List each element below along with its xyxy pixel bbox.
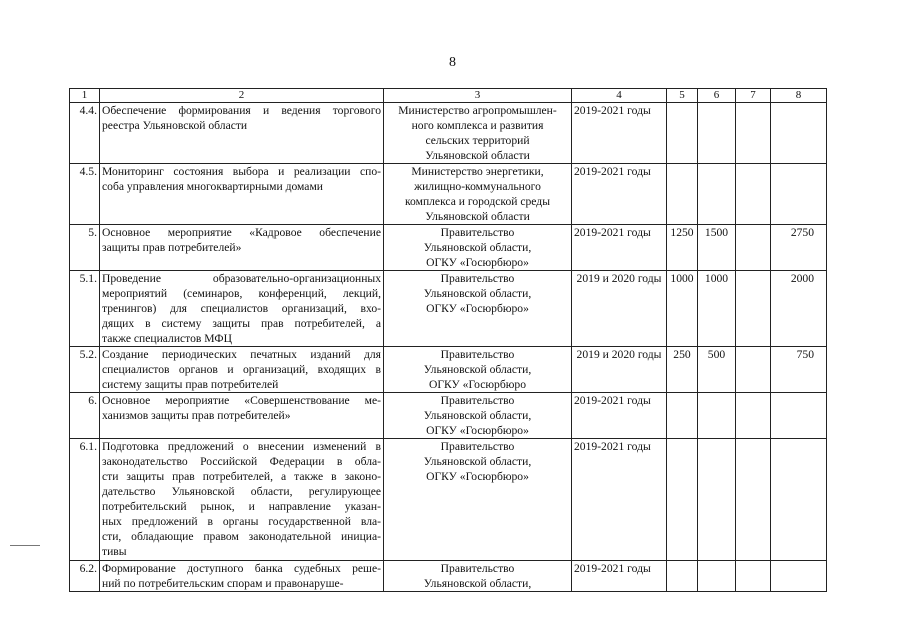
- activity-name: [100, 393, 384, 439]
- activity-name: [100, 164, 384, 225]
- activity-name-line: Мониторинг состояния выбора и реализации спо-: [102, 165, 381, 178]
- column-header-6: 6: [698, 89, 736, 103]
- term: 2019-2021 годы: [572, 439, 667, 561]
- value-c6: 1000: [698, 271, 736, 347]
- value-c6: [698, 103, 736, 164]
- executor-line: Правительство: [440, 348, 515, 361]
- executor-line: Ульяновской области: [425, 210, 530, 223]
- table-body: [70, 103, 827, 592]
- executor-line: комплекса и городской среды: [404, 195, 550, 208]
- activity-name-line: Формирование доступного банка судебных реше-: [102, 562, 381, 575]
- value-c8: [771, 103, 827, 164]
- value-c7: [736, 393, 771, 439]
- executor-line: Правительство: [440, 440, 515, 453]
- activity-name-line: систему защиты прав потребителей: [102, 378, 279, 391]
- activity-name-line: сти, обладающие правом законодательной инициа-: [102, 530, 381, 543]
- activity-name-line: тренингов) для специалистов организаций, вхо-: [102, 302, 381, 315]
- executor-line: ного комплекса и развития: [411, 119, 544, 132]
- value-c7: [736, 164, 771, 225]
- value-c8: [771, 561, 827, 592]
- activity-name-line: защиты прав потребителей»: [102, 241, 242, 254]
- activity-name-line: законодательство Российской Федерации в обла-: [102, 455, 381, 468]
- value-c6: 500: [698, 347, 736, 393]
- row-number: 5.: [70, 225, 100, 271]
- executor-line: Ульяновской области,: [423, 287, 532, 300]
- executor-line: Ульяновской области,: [423, 455, 532, 468]
- executor-line: Ульяновской области,: [423, 363, 532, 376]
- executor-line: Министерство агропромышлен-: [398, 104, 557, 117]
- activity-name: [100, 271, 384, 347]
- executor-line: Ульяновской области,: [423, 577, 532, 590]
- executor-line: Правительство: [440, 394, 515, 407]
- activity-name: [100, 561, 384, 592]
- value-c5: [667, 439, 698, 561]
- activity-name-line: соба управления многоквартирными домами: [102, 180, 323, 193]
- table-row: [70, 439, 827, 561]
- executor: [384, 393, 572, 439]
- activity-name-line: мероприятий (семинаров, конференций, лекций,: [102, 287, 381, 300]
- value-c6: [698, 164, 736, 225]
- value-c7: [736, 347, 771, 393]
- value-c5: 1250: [667, 225, 698, 271]
- column-header-8: 8: [771, 89, 827, 103]
- activity-name: [100, 439, 384, 561]
- activity-name-line: потребительский рынок, и направление указан-: [102, 500, 381, 513]
- value-c6: [698, 561, 736, 592]
- value-c5: [667, 561, 698, 592]
- value-c5: 250: [667, 347, 698, 393]
- term: 2019-2021 годы: [572, 393, 667, 439]
- table-row: [70, 164, 827, 225]
- value-c6: [698, 439, 736, 561]
- term: 2019-2021 годы: [572, 103, 667, 164]
- executor: [384, 225, 572, 271]
- executor-line: ОГКУ «Госюрбюро»: [426, 256, 529, 269]
- activity-name-line: тивы: [102, 545, 127, 558]
- activity-name-line: Обеспечение формирования и ведения торгового: [102, 104, 381, 117]
- term: 2019-2021 годы: [572, 164, 667, 225]
- column-header-1: 1: [70, 89, 100, 103]
- value-c8: 750: [771, 347, 827, 393]
- value-c7: [736, 271, 771, 347]
- executor-line: Ульяновской области: [425, 149, 530, 162]
- value-c8: [771, 393, 827, 439]
- column-header-7: 7: [736, 89, 771, 103]
- value-c5: [667, 164, 698, 225]
- value-c8: 2000: [771, 271, 827, 347]
- margin-mark: [10, 545, 40, 546]
- executor-line: Министерство энергетики,: [411, 165, 544, 178]
- row-number: 6.: [70, 393, 100, 439]
- executor-line: Правительство: [440, 226, 515, 239]
- value-c6: 1500: [698, 225, 736, 271]
- value-c8: [771, 439, 827, 561]
- activity-name-line: специалистов органов и организаций, входящих в: [102, 363, 381, 376]
- row-number: 4.5.: [70, 164, 100, 225]
- executor-line: Ульяновской области,: [423, 241, 532, 254]
- value-c8: [771, 164, 827, 225]
- executor-line: ОГКУ «Госюрбюро: [428, 378, 526, 391]
- column-header-2: 2: [100, 89, 384, 103]
- value-c5: [667, 103, 698, 164]
- value-c7: [736, 561, 771, 592]
- row-number: 4.4.: [70, 103, 100, 164]
- activity-name-line: ний по потребительским спорам и правонаруше-: [102, 577, 344, 590]
- executor: [384, 164, 572, 225]
- value-c6: [698, 393, 736, 439]
- column-header-3: 3: [384, 89, 572, 103]
- value-c5: 1000: [667, 271, 698, 347]
- activity-name-line: дательство Ульяновской области, регулирующее: [102, 485, 381, 498]
- table-row: [70, 393, 827, 439]
- row-number: 5.2.: [70, 347, 100, 393]
- activity-name-line: Подготовка предложений о внесении изменений в: [102, 440, 381, 453]
- activity-name-line: Основное мероприятие «Кадровое обеспечение: [102, 226, 381, 239]
- value-c5: [667, 393, 698, 439]
- term: 2019 и 2020 годы: [572, 271, 667, 347]
- executor: [384, 271, 572, 347]
- column-header-5: 5: [667, 89, 698, 103]
- value-c8: 2750: [771, 225, 827, 271]
- executor-line: сельских территорий: [425, 134, 530, 147]
- executor-line: Ульяновской области,: [423, 409, 532, 422]
- term: 2019 и 2020 годы: [572, 347, 667, 393]
- term: 2019-2021 годы: [572, 561, 667, 592]
- executor-line: жилищно-коммунального: [414, 180, 541, 193]
- executor: [384, 561, 572, 592]
- activity-name: [100, 103, 384, 164]
- activity-name-line: реестра Ульяновской области: [102, 119, 248, 132]
- value-c7: [736, 225, 771, 271]
- executor-line: ОГКУ «Госюрбюро»: [426, 424, 529, 437]
- row-number: 5.1.: [70, 271, 100, 347]
- activity-name: [100, 347, 384, 393]
- executor: [384, 439, 572, 561]
- row-number: 6.2.: [70, 561, 100, 592]
- table-row: [70, 561, 827, 592]
- activity-name: [100, 225, 384, 271]
- row-number: 6.1.: [70, 439, 100, 561]
- term: 2019-2021 годы: [572, 225, 667, 271]
- column-header-4: 4: [572, 89, 667, 103]
- activity-name-line: Основное мероприятие «Совершенствование ме-: [102, 394, 381, 407]
- activity-name-line: также специалистов МФЦ: [102, 332, 232, 345]
- executor: [384, 103, 572, 164]
- activity-name-line: дящих в систему защиты прав потребителей, а: [102, 317, 381, 330]
- activity-name-line: ханизмов защиты прав потребителей»: [102, 409, 291, 422]
- table-row: [70, 225, 827, 271]
- table-row: [70, 271, 827, 347]
- executor-line: ОГКУ «Госюрбюро»: [426, 302, 529, 315]
- executor: [384, 347, 572, 393]
- value-c7: [736, 439, 771, 561]
- executor-line: Правительство: [440, 272, 515, 285]
- activities-table: [69, 88, 827, 592]
- activity-name-line: ных предложений в органы государственной вла-: [102, 515, 381, 528]
- table-row: [70, 103, 827, 164]
- activity-name-line: Создание периодических печатных изданий для: [102, 348, 381, 361]
- executor-line: ОГКУ «Госюрбюро»: [426, 470, 529, 483]
- executor-line: Правительство: [440, 562, 515, 575]
- activity-name-line: Проведение образовательно-организационных: [102, 272, 381, 285]
- activity-name-line: сти защиты прав потребителей, а также в законо-: [102, 470, 381, 483]
- table-row: [70, 347, 827, 393]
- page-number: 8: [449, 55, 456, 70]
- value-c7: [736, 103, 771, 164]
- header-row: [70, 89, 827, 103]
